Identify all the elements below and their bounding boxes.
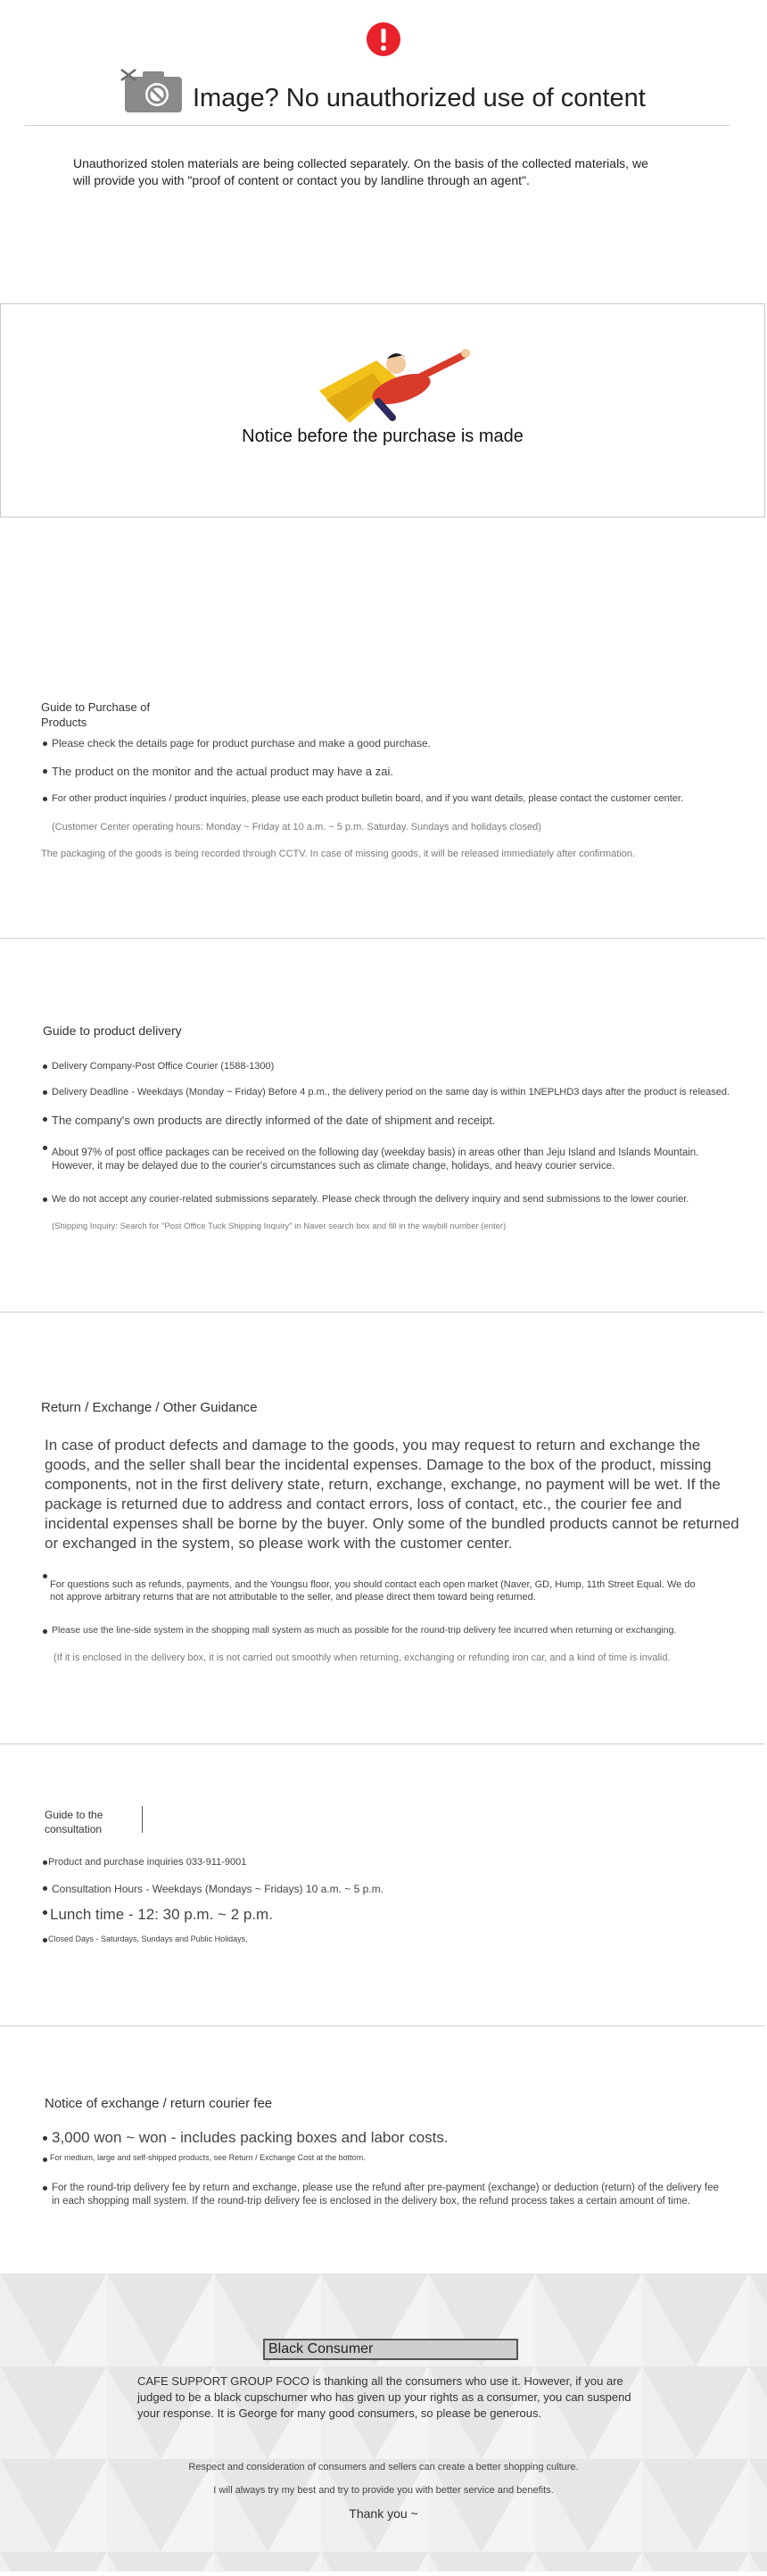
- footer-paragraph: Respect and consideration of consumers and sellers can create a better shopping culture.: [188, 2462, 579, 2472]
- list-item: Delivery Deadline - Weekdays (Monday ~ Friday) Before 4 p.m., the delivery period on the same day is within 1NEPLHD3 days after the product is released.: [52, 1087, 730, 1097]
- list-item: Please use the line-side system in the shopping mall system as much as possible for the round-trip delivery fee incurred when returning or exchanging.: [52, 1625, 677, 1636]
- list-item: Delivery Company-Post Office Courier (1588-1300): [52, 1061, 275, 1072]
- list-item: For questions such as refunds, payments, and the Youngsu floor, you should contact each open market (Naver, GD, Hump, 11th Street Equal. We do not approve arbitrary returns that are not attributable to the seller, and please direct them toward being returned.: [50, 1579, 696, 1603]
- list-item: Product and purchase inquiries 033-911-9001: [48, 1857, 247, 1868]
- list-item: For medium, large and self-shipped products, see Return / Exchange Cost at the bottom.: [50, 2153, 366, 2162]
- footer-paragraph: I will always try my best and try to provide you with better service and benefits.: [213, 2485, 554, 2496]
- cctv-notice: The packaging of the goods is being recorded through CCTV. In case of missing goods, it will be released immediately after confirmation.: [41, 849, 636, 859]
- list-item: 3,000 won ~ won - includes packing boxes and labor costs.: [52, 2129, 449, 2146]
- warning-icon: [366, 21, 401, 57]
- footer-thanks: Thank you ~: [349, 2506, 418, 2521]
- return-guide-heading: Return / Exchange / Other Guidance: [41, 1400, 258, 1415]
- list-item: For other product inquiries / product inquiries, please use each product bulletin board, and if you want details, please contact the customer center.: [52, 793, 684, 804]
- footer-background: [0, 2274, 767, 2572]
- list-item: Closed Days - Saturdays, Sundays and Public Holidays,: [48, 1934, 248, 1943]
- list-item: We do not accept any courier-related submissions separately. Please check through the delivery inquiry and send submissions to the lower courier.: [52, 1194, 689, 1205]
- list-item: Consultation Hours - Weekdays (Mondays ~ Fridays) 10 a.m. ~ 5 p.m.: [52, 1883, 384, 1895]
- courier-fee-heading: Notice of exchange / return courier fee: [45, 2096, 273, 2111]
- list-item: The company's own products are directly informed of the date of shipment and receipt.: [52, 1114, 496, 1127]
- flying-superhero-illustration: [314, 337, 474, 435]
- list-item: Please check the details page for product purchase and make a good purchase.: [52, 737, 431, 750]
- consultation-heading: Guide to the consultation: [45, 1809, 103, 1835]
- list-item: The product on the monitor and the actual product may have a zai.: [52, 765, 394, 778]
- black-consumer-badge: Black Consumer: [263, 2339, 518, 2360]
- delivery-guide-heading: Guide to product delivery: [43, 1023, 182, 1038]
- return-note: (If it is enclosed in the delivery box, it is not carried out smoothly when returning, exchanging or refunding iron car, and a kind of time is invalid.: [54, 1652, 671, 1663]
- divider: [142, 1806, 143, 1833]
- page-title: Image? No unauthorized use of content: [193, 84, 646, 112]
- footer-paragraph: CAFE SUPPORT GROUP FOCO is thanking all the consumers who use it. However, if you are judged to be a black cupschumer who has given up your rights as a consumer, you can suspend your response. It is George for many good consumers, so please be generous.: [137, 2374, 631, 2420]
- list-item: For the round-trip delivery fee by return and exchange, please use the refund after pre-payment (exchange) or deduction (return) of the delivery fee in each shopping mall system. If the round-trip delivery fee is enclosed in the delivery box, the refund process takes a certain amount of time.: [52, 2183, 719, 2207]
- return-main-text: In case of product defects and damage to the goods, you may request to return and exchange the goods, and the seller shall bear the incidental expenses. Damage to the box of the product, missing components, not in the first delivery state, return, exchange, exchange, no payment will be wet. If the package is returned due to address and contact errors, loss of contact, etc., the courier fee and incidental expenses shall be borne by the buyer. Only some of the bundled products cannot be returned or exchanged in the system, so please work with the customer center.: [45, 1437, 739, 1552]
- divider: [25, 125, 730, 126]
- divider: [0, 2025, 765, 2026]
- divider: [0, 938, 765, 939]
- divider: [0, 1312, 765, 1313]
- copyright-notice: Unauthorized stolen materials are being collected separately. On the basis of the collected materials, we will provide you with "proof of content or contact you by landline through an agent".: [73, 156, 648, 187]
- notice-title: Notice before the purchase is made: [242, 427, 524, 446]
- list-item: Lunch time - 12: 30 p.m. ~ 2 p.m.: [50, 1906, 273, 1923]
- purchase-guide-heading: Guide to Purchase of Products: [41, 700, 151, 729]
- center-hours: (Customer Center operating hours: Monday ~ Friday at 10 a.m. ~ 5 p.m. Saturday. Sundays and holidays closed): [52, 822, 541, 832]
- no-camera-icon: [120, 66, 187, 114]
- list-item: About 97% of post office packages can be received on the following day (weekday basis) in areas other than Jeju Island and Islands Mountain. However, it may be delayed due to the courier's circumstances such as climate change, holidays, and heavy courier service.: [52, 1147, 699, 1172]
- shipping-inquiry-note: (Shipping Inquiry: Search for "Post Office Tuck Shipping Inquiry" in Naver search box and fill in the waybill number (enter): [52, 1222, 507, 1231]
